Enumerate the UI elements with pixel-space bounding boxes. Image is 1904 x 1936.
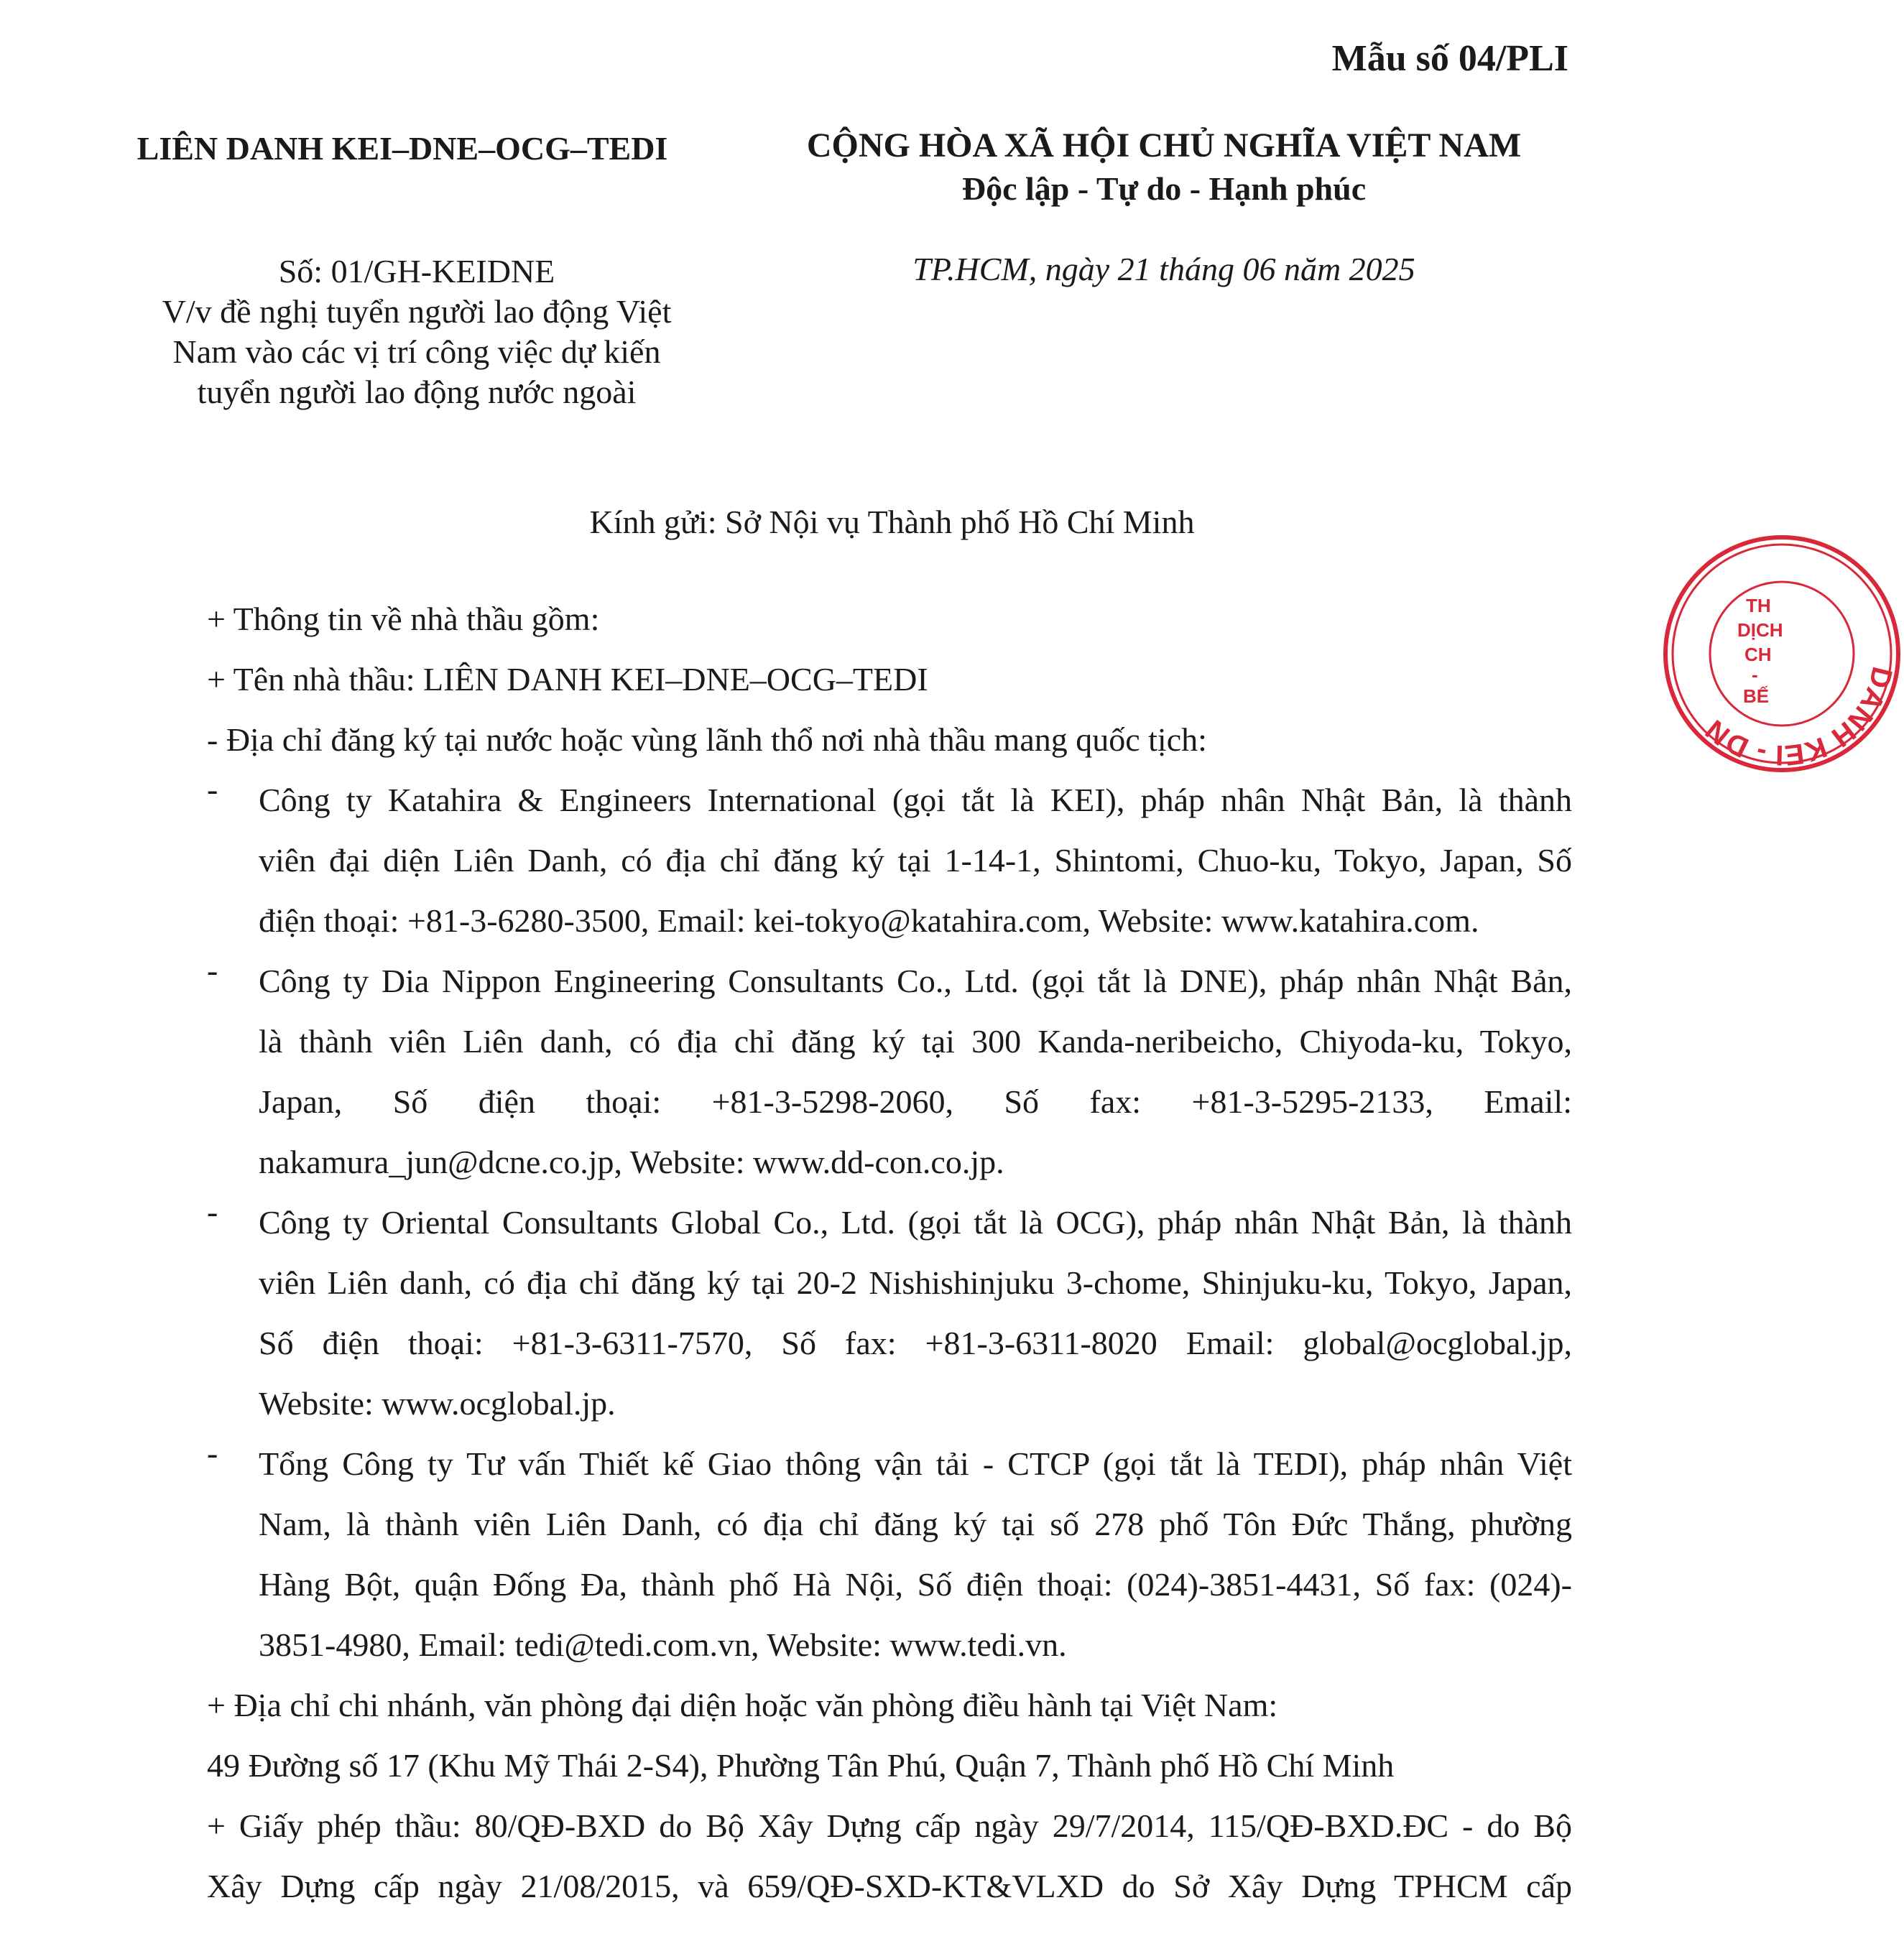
bullet-dash: - (207, 1193, 218, 1230)
text-line: là thành viên Liên danh, có địa chỉ đăng ký tại 300 Kanda-neribeicho, Chiyoda-ku, Tokyo, (259, 1023, 1572, 1060)
member-item (207, 1192, 1572, 1434)
bullet-dash: - (207, 1435, 218, 1471)
member-text (259, 951, 1572, 1192)
member-item (207, 1434, 1572, 1675)
contractor-info: + Thông tin về nhà thầu gồm: (207, 601, 600, 637)
seal-ring-text: DANH KEI - DN (1699, 664, 1898, 772)
branch-address: 49 Đường số 17 (Khu Mỹ Thái 2-S4), Phường Tân Phú, Quận 7, Thành phố Hồ Chí Minh (207, 1747, 1395, 1784)
bullet-dash: - (207, 952, 218, 988)
text-line: Công ty Oriental Consultants Global Co., Ltd. (gọi tắt là OCG), pháp nhân Nhật Bản, là thành (259, 1204, 1572, 1241)
date-line: TP.HCM, ngày 21 tháng 06 năm 2025 (912, 251, 1415, 287)
license-paragraph (207, 1796, 1572, 1917)
form-number: Mẫu số 04/PLI (1331, 38, 1568, 79)
organization-name: LIÊN DANH KEI–DNE–OCG–TEDI (137, 130, 668, 167)
text-line: + Giấy phép thầu: 80/QĐ-BXD do Bộ Xây Dựng cấp ngày 29/7/2014, 115/QĐ-BXD.ĐC - do Bộ (207, 1807, 1572, 1844)
text-line: Xây Dựng cấp ngày 21/08/2015, và 659/QĐ-SXD-KT&VLXD do Sở Xây Dựng TPHCM cấp (207, 1868, 1572, 1904)
national-motto: Độc lập - Tự do - Hạnh phúc (961, 170, 1367, 207)
seal-outer-ring (1665, 537, 1898, 770)
text-line: nakamura_jun@dcne.co.jp, Website: www.dd-con.co.jp. (259, 1144, 1004, 1180)
text-line: Japan, Số điện thoại: +81-3-5298-2060, Số fax: +81-3-5295-2133, Email: (259, 1083, 1572, 1120)
text-line: Công ty Katahira & Engineers International (gọi tắt là KEI), pháp nhân Nhật Bản, là thành (259, 782, 1572, 818)
text-line: Website: www.ocglobal.jp. (259, 1385, 616, 1422)
contractor-name: + Tên nhà thầu: LIÊN DANH KEI–DNE–OCG–TEDI (207, 661, 928, 698)
address-heading: - Địa chỉ đăng ký tại nước hoặc vùng lãnh thổ nơi nhà thầu mang quốc tịch: (207, 721, 1207, 758)
recipient-line: Kính gửi: Sở Nội vụ Thành phố Hồ Chí Minh (589, 504, 1195, 540)
subject-line: tuyển người lao động nước ngoài (197, 374, 637, 410)
seal-inner-text: CH (1744, 644, 1772, 665)
text-line: Tổng Công ty Tư vấn Thiết kế Giao thông vận tải - CTCP (gọi tắt là TEDI), pháp nhân Việt (259, 1445, 1572, 1482)
document-body (207, 589, 1572, 1917)
text-line: viên đại diện Liên Danh, có địa chỉ đăng ký tại 1-14-1, Shintomi, Chuo-ku, Tokyo, Japan, Số (259, 842, 1572, 879)
member-text (259, 770, 1572, 951)
text-line: Nam, là thành viên Liên Danh, có địa chỉ đăng ký tại số 278 phố Tôn Đức Thắng, phường (259, 1506, 1572, 1542)
national-header (747, 126, 1581, 208)
company-seal-stamp (1660, 532, 1904, 776)
document-reference (93, 251, 740, 412)
seal-inner-ring (1710, 582, 1854, 726)
text-line: viên Liên danh, có địa chỉ đăng ký tại 20-2 Nishishinjuku 3-chome, Shinjuku-ku, Tokyo, Japan, (259, 1264, 1572, 1301)
text-line: Hàng Bột, quận Đống Đa, thành phố Hà Nội, Số điện thoại: (024)-3851-4431, Số fax: (024)- (259, 1566, 1572, 1603)
text-line: điện thoại: +81-3-6280-3500, Email: kei-tokyo@katahira.com, Website: www.katahira.com. (259, 902, 1479, 939)
nation-title: CỘNG HÒA XÃ HỘI CHỦ NGHĨA VIỆT NAM (806, 126, 1522, 165)
subject-line: V/v đề nghị tuyển người lao động Việt (162, 293, 672, 330)
member-item (207, 951, 1572, 1192)
bullet-dash: - (207, 771, 218, 807)
seal-inner-text: TH (1746, 595, 1771, 616)
seal-inner-text: BẾ (1743, 685, 1770, 707)
subject-line: Nam vào các vị trí công việc dự kiến (172, 333, 661, 370)
text-line: 3851-4980, Email: tedi@tedi.com.vn, Website: www.tedi.vn. (259, 1626, 1067, 1663)
seal-inner-text: - (1752, 664, 1758, 685)
member-text (259, 1192, 1572, 1434)
seal-inner-text: DỊCH (1737, 619, 1783, 641)
text-line: Số điện thoại: +81-3-6311-7570, Số fax: +81-3-6311-8020 Email: global@ocglobal.jp, (259, 1325, 1572, 1361)
member-item (207, 770, 1572, 951)
branch-heading: + Địa chỉ chi nhánh, văn phòng đại diện hoặc văn phòng điều hành tại Việt Nam: (207, 1687, 1278, 1723)
member-text (259, 1434, 1572, 1675)
document-number: Số: 01/GH-KEIDNE (278, 253, 555, 290)
text-line: Công ty Dia Nippon Engineering Consultants Co., Ltd. (gọi tắt là DNE), pháp nhân Nhật Bản, (259, 963, 1572, 999)
